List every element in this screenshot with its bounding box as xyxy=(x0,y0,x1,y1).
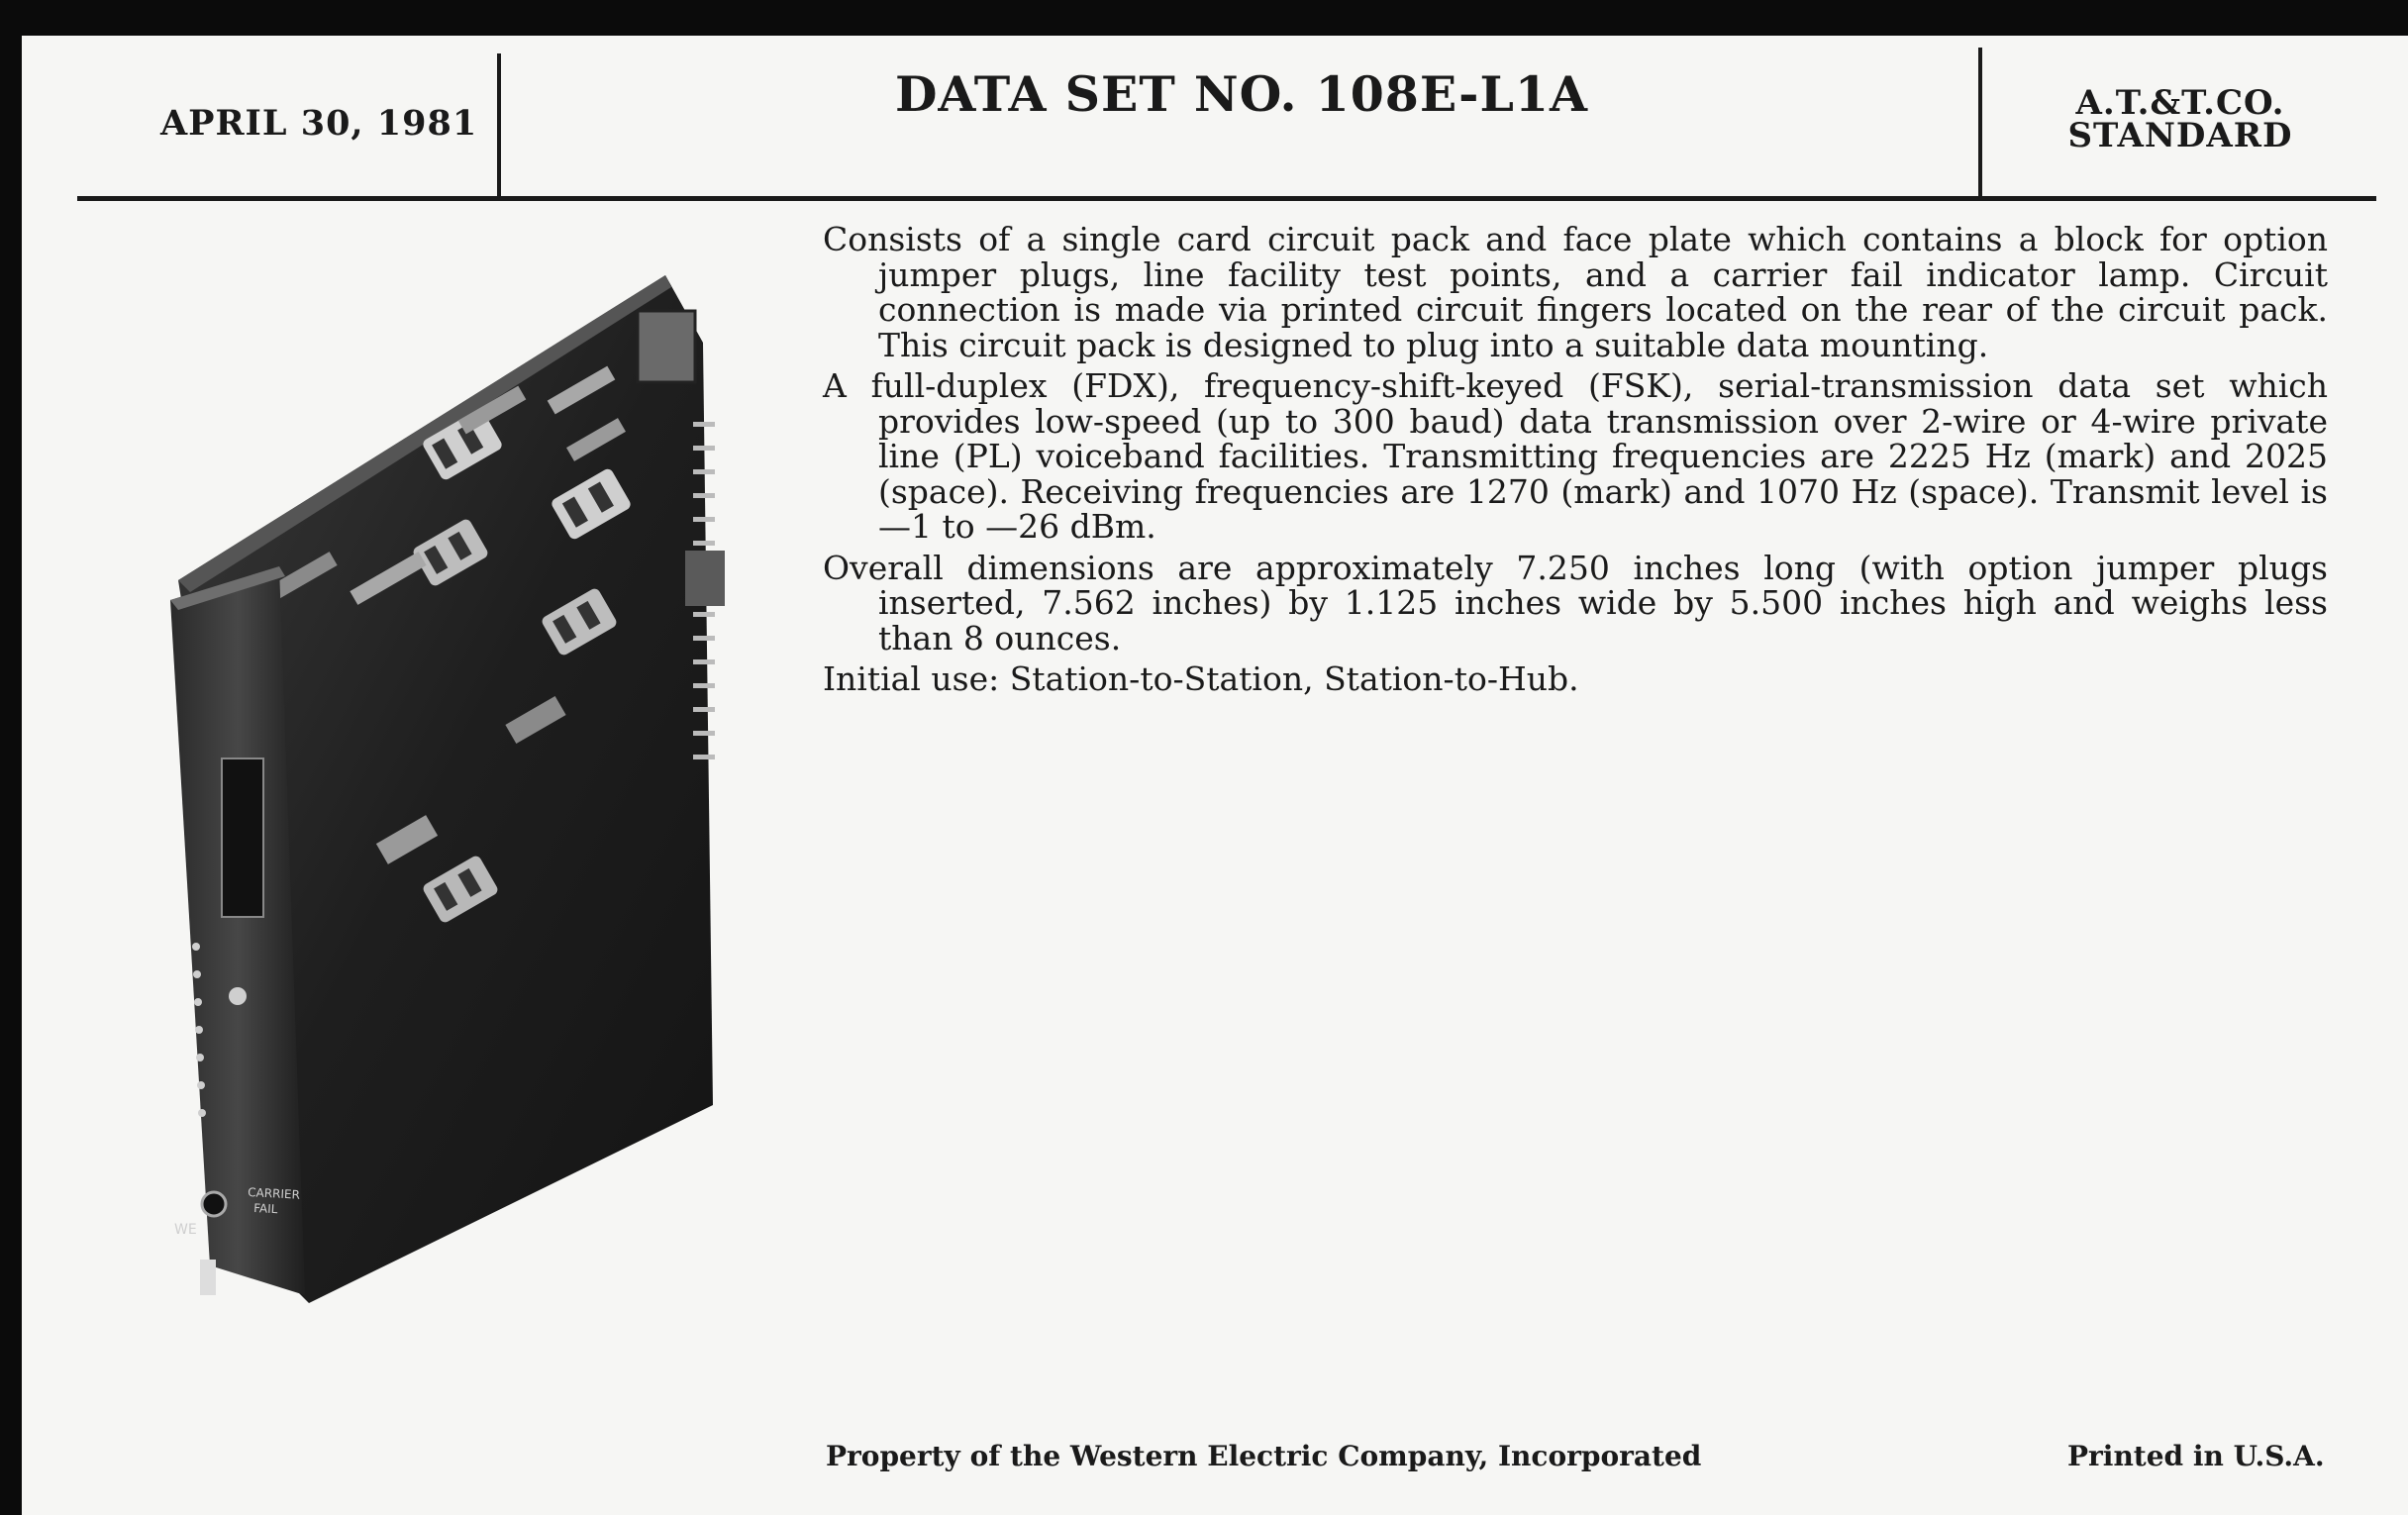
rear-connector-block xyxy=(638,311,695,382)
header-divider-right xyxy=(1978,48,1982,198)
page-title: DATA SET NO. 108E-L1A xyxy=(894,65,1589,123)
side-connector xyxy=(685,551,725,606)
description-paragraph: A full-duplex (FDX), frequency-shift-keyed (FSK), serial-transmission data set which provides low-speed (up to 300 baud) data transmission over 2-wire or 4-wire private line (PL) voiceband facilities. Transmitting frequencies are 2225 Hz (mark) and 2025 (space). Receiving frequencies are 1270 (mark) and 1070 Hz (space). Transmit level is —1 to —26 dBm. xyxy=(823,366,2328,546)
data-set-spec-sheet xyxy=(22,36,2408,1515)
carrier-fail-lamp-icon xyxy=(202,1192,226,1216)
lamp-label-line1: CARRIER xyxy=(247,1185,301,1202)
property-notice: Property of the Western Electric Company, Incorporated xyxy=(826,1440,1702,1472)
sheet-header xyxy=(77,36,2376,201)
circuit-pack-photo xyxy=(131,234,774,1303)
faceplate-marking: WE xyxy=(174,1222,197,1238)
option-jumper-block xyxy=(222,758,263,917)
description-paragraph: Consists of a single card circuit pack and face plate which contains a block for option jumper plugs, line facility test points, and a carrier fail indicator lamp. Circuit connection is made via printed circuit fingers located on the rear of the circuit pack. This circuit pack is designed to plug into a suitable data mounting. xyxy=(823,220,2328,364)
standard-label xyxy=(1984,83,2376,155)
description-text xyxy=(823,222,2328,703)
standard-label-line2: STANDARD xyxy=(2067,116,2293,155)
issue-date: APRIL 30, 1981 xyxy=(160,103,478,144)
standard-label-line1: A.T.&T.CO. xyxy=(2075,83,2285,123)
face-plate-latch xyxy=(200,1260,216,1295)
description-paragraph: Overall dimensions are approximately 7.250 inches long (with option jumper plugs inserted, 7.562 inches) by 1.125 inches wide by 5.500 inches high and weighs less than 8 ounces. xyxy=(823,548,2328,657)
description-paragraph: Initial use: Station-to-Station, Station-to-Hub. xyxy=(823,659,1579,698)
lamp-label-line2: FAIL xyxy=(252,1201,278,1217)
test-jack xyxy=(229,987,247,1005)
printed-notice: Printed in U.S.A. xyxy=(2067,1440,2325,1472)
